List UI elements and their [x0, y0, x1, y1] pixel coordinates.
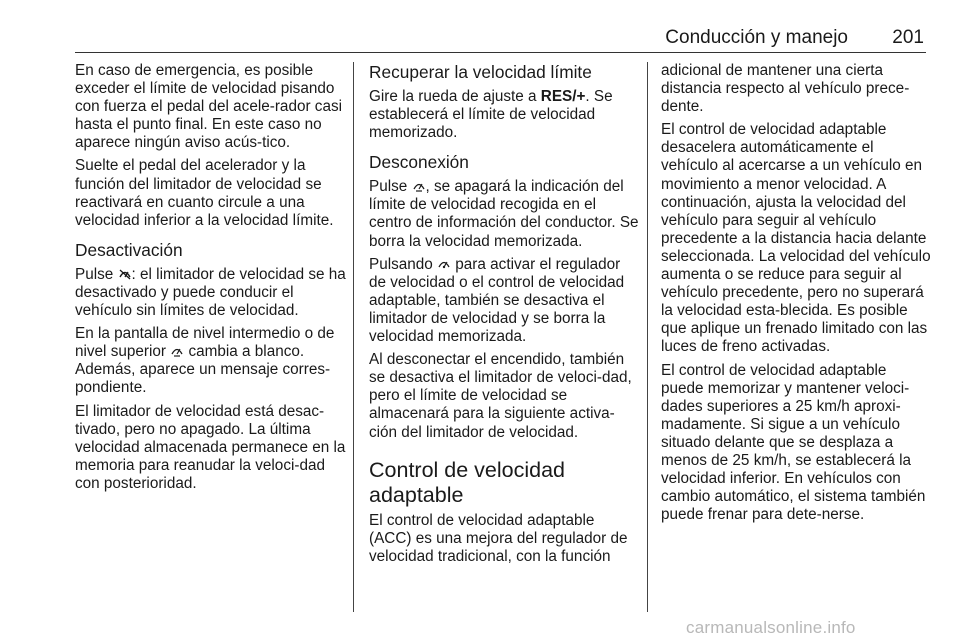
paragraph-acc-memorize: El control de velocidad adaptable puede memorizar y mantener veloci-dades superiores a 25 km/h aproxi-madamente. Si sigue a un vehículo situado delante que se desplaza a menos de 25 km/h, se establecerá la velocidad inferior. En vehículos con cambio automático, el sistema también puede frenar para dete-nerse. [661, 361, 926, 524]
paragraph-resume: Gire la rueda de ajuste a RES/+. Se establecerá el límite de velocidad memorizado. [369, 88, 613, 142]
column-divider [353, 62, 354, 612]
paragraph-press-off: Pulse : el limitador de velocidad se ha desactivado y puede conducir el vehículo sin límites de velocidad. [75, 265, 346, 320]
heading-desactivacion: Desactivación [75, 239, 183, 260]
paragraph-release-pedal: Suelte el pedal del acelerador y la función del limitador de velocidad se reactivará en cuanto circule a una velocidad inferior a la velocidad límite. [75, 157, 334, 229]
page-number: 201 [892, 27, 924, 48]
watermark: carmanualsonline.info [686, 618, 856, 637]
page-header [75, 26, 926, 53]
cruise-control-icon [437, 257, 451, 271]
column-1 [75, 62, 349, 498]
section-title: Conducción y manejo [665, 27, 848, 48]
heading-desconexion: Desconexión [369, 152, 469, 173]
column-divider [647, 62, 648, 612]
speed-limiter-icon [170, 344, 184, 358]
speed-limiter-icon [412, 179, 426, 193]
speed-limiter-off-icon [118, 267, 132, 281]
paragraph-display: En la pantalla de nivel intermedio o de nivel superior cambia a blanco. Además, aparece un mensaje corres-pondiente. [75, 325, 335, 397]
heading-recuperar: Recuperar la velocidad límite [369, 62, 592, 82]
paragraph-acc-decelerate: El control de velocidad adaptable desacelera automáticamente el vehículo al acercarse a un vehículo en movimiento a menor velocidad. A continuación, ajusta la velocidad del vehículo para seguir al vehículo precedente a la distancia hacia delante seleccionada. La velocidad del vehículo aumenta o se reduce para seguir al vehículo precedente, pero no superará la velocidad esta-blecida. Es posible que aplique un frenado limitado con las luces de freno activadas. [661, 121, 931, 356]
paragraph-acc-intro: El control de velocidad adaptable (ACC) es una mejora del regulador de velocidad tradicional, con la función [369, 511, 628, 565]
paragraph-distance: adicional de mantener una cierta distancia respecto al vehículo prece-dente. [661, 62, 910, 116]
paragraph-ignition-off: Al desconectar el encendido, también se desactiva el limitador de veloci-dad, pero el límite de velocidad se almacenará para la siguiente activa-ción del limitador de velocidad. [369, 351, 632, 441]
paragraph-deactivated: El limitador de velocidad está desac-tivado, pero no apagado. La última velocidad almacenada permanece en la memoria para reanudar la veloci-dad con posterioridad. [75, 402, 346, 492]
paragraph-emergency: En caso de emergencia, es posible exceder el límite de velocidad pisando con fuerza el pedal del acele-rador casi hasta el punto final. En este caso no aparece ningún aviso acús-tico. [75, 62, 343, 152]
column-3 [661, 62, 933, 529]
paragraph-cruise-activate: Pulsando para activar el regulador de velocidad o el control de velocidad adaptable, también se desactiva el limitador de velocidad y se borra la velocidad memorizada. [369, 255, 625, 346]
column-2 [369, 62, 639, 571]
paragraph-press-disconnect: Pulse , se apagará la indicación del límite de velocidad recogida en el centro de información del conductor. Se borra la velocidad memorizada. [369, 178, 639, 250]
res-plus-label: RES/+ [540, 88, 586, 105]
heading-control-velocidad: Control de velocidad adaptable [369, 457, 566, 507]
